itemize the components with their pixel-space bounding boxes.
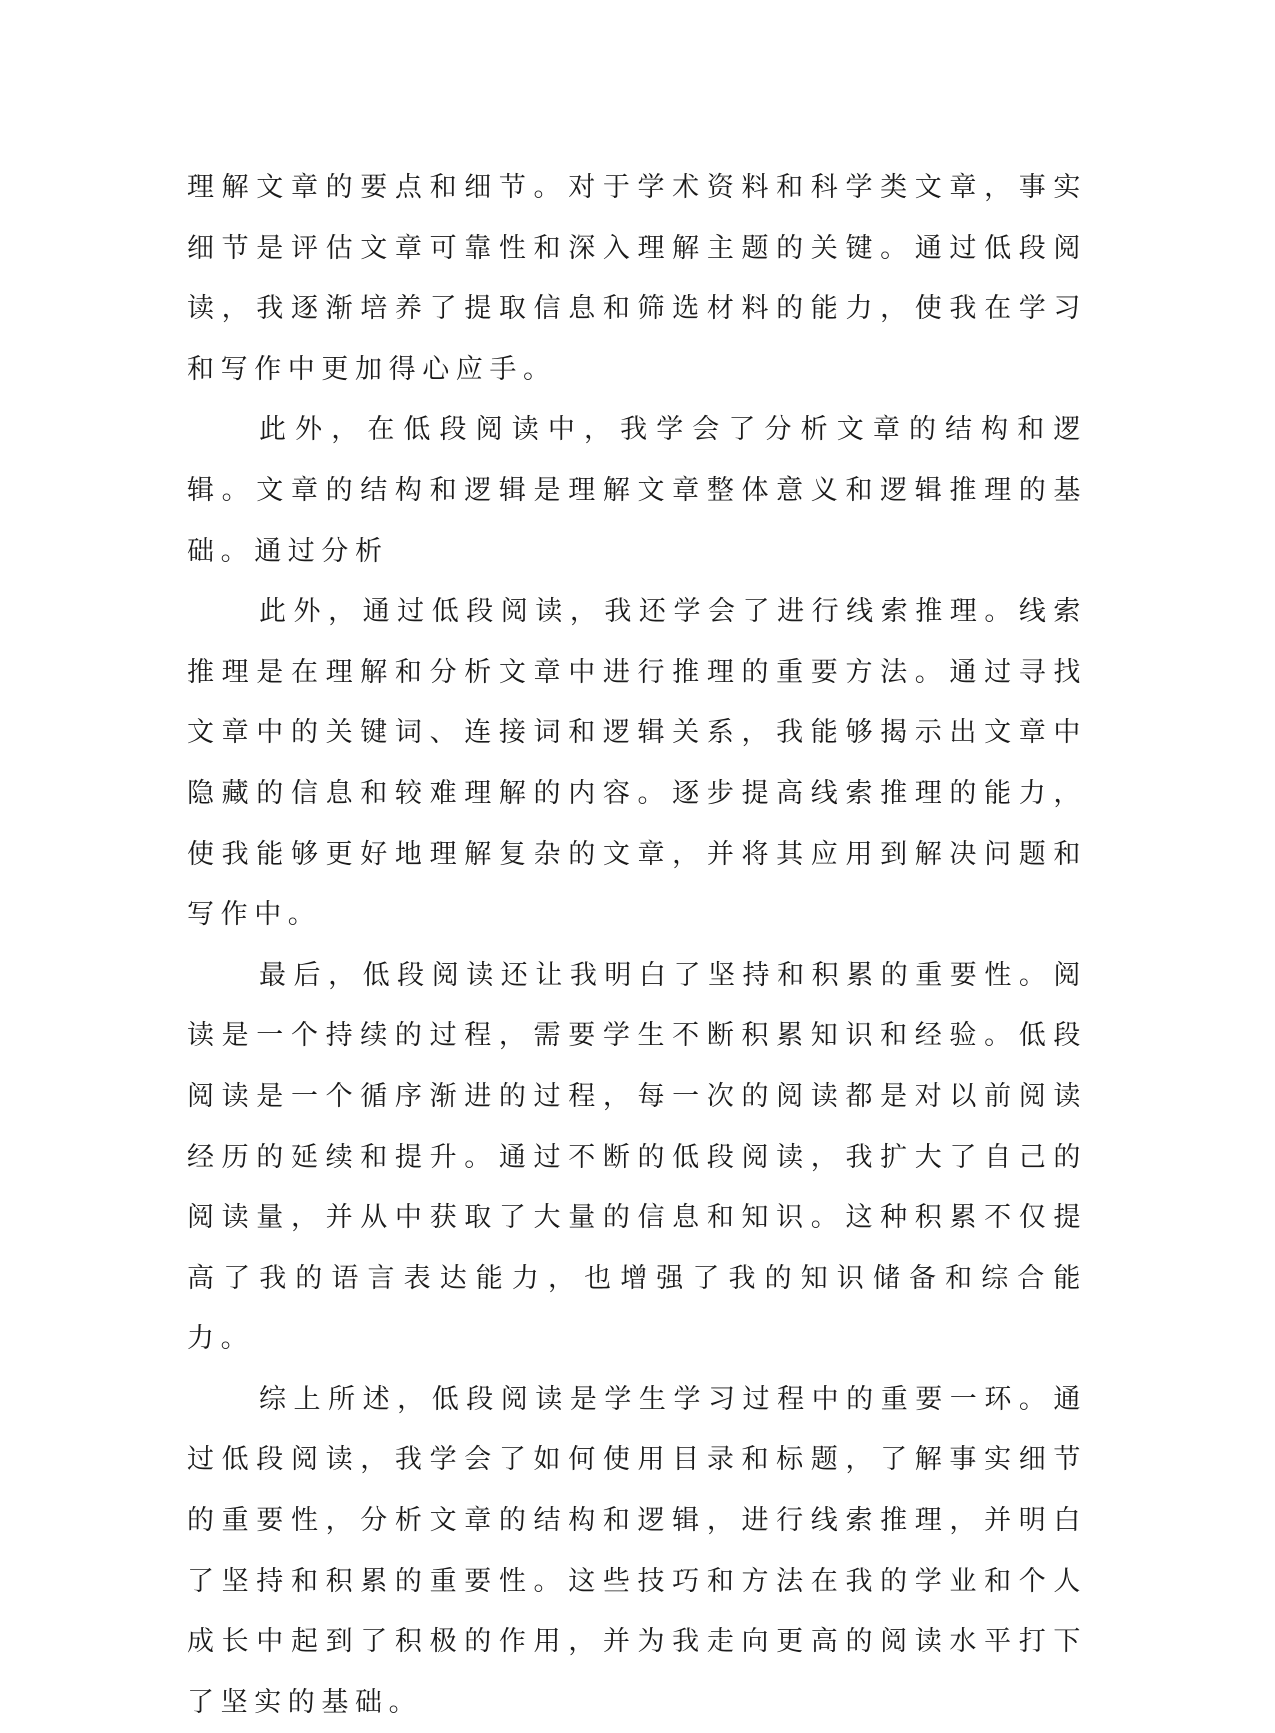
- paragraph-2: 此外，在低段阅读中，我学会了分析文章的结构和逻辑。文章的结构和逻辑是理解文章整体意义和逻辑推理的基础。通过分析: [187, 414, 1087, 567]
- paragraph-1: 理解文章的要点和细节。对于学术资料和科学类文章，事实细节是评估文章可靠性和深入理解主题的关键。通过低段阅读，我逐渐培养了提取信息和筛选材料的能力，使我在学习和写作中更加得心应手。: [187, 172, 1087, 385]
- paragraph-3: 此外，通过低段阅读，我还学会了进行线索推理。线索推理是在理解和分析文章中进行推理的重要方法。通过寻找文章中的关键词、连接词和逻辑关系，我能够揭示出文章中隐藏的信息和较难理解的内容。逐步提高线索推理的能力，使我能够更好地理解复杂的文章，并将其应用到解决问题和写作中。: [187, 596, 1087, 931]
- paragraph-4: 最后，低段阅读还让我明白了坚持和积累的重要性。阅读是一个持续的过程，需要学生不断积累知识和经验。低段阅读是一个循序渐进的过程，每一次的阅读都是对以前阅读经历的延续和提升。通过不断的低段阅读，我扩大了自己的阅读量，并从中获取了大量的信息和知识。这种积累不仅提高了我的语言表达能力，也增强了我的知识储备和综合能力。: [187, 959, 1087, 1355]
- body-text: [187, 158, 1087, 1733]
- paragraph-5: 综上所述，低段阅读是学生学习过程中的重要一环。通过低段阅读，我学会了如何使用目录和标题，了解事实细节的重要性，分析文章的结构和逻辑，进行线索推理，并明白了坚持和积累的重要性。这些技巧和方法在我的学业和个人成长中起到了积极的作用，并为我走向更高的阅读水平打下了坚实的基础。: [187, 1383, 1087, 1718]
